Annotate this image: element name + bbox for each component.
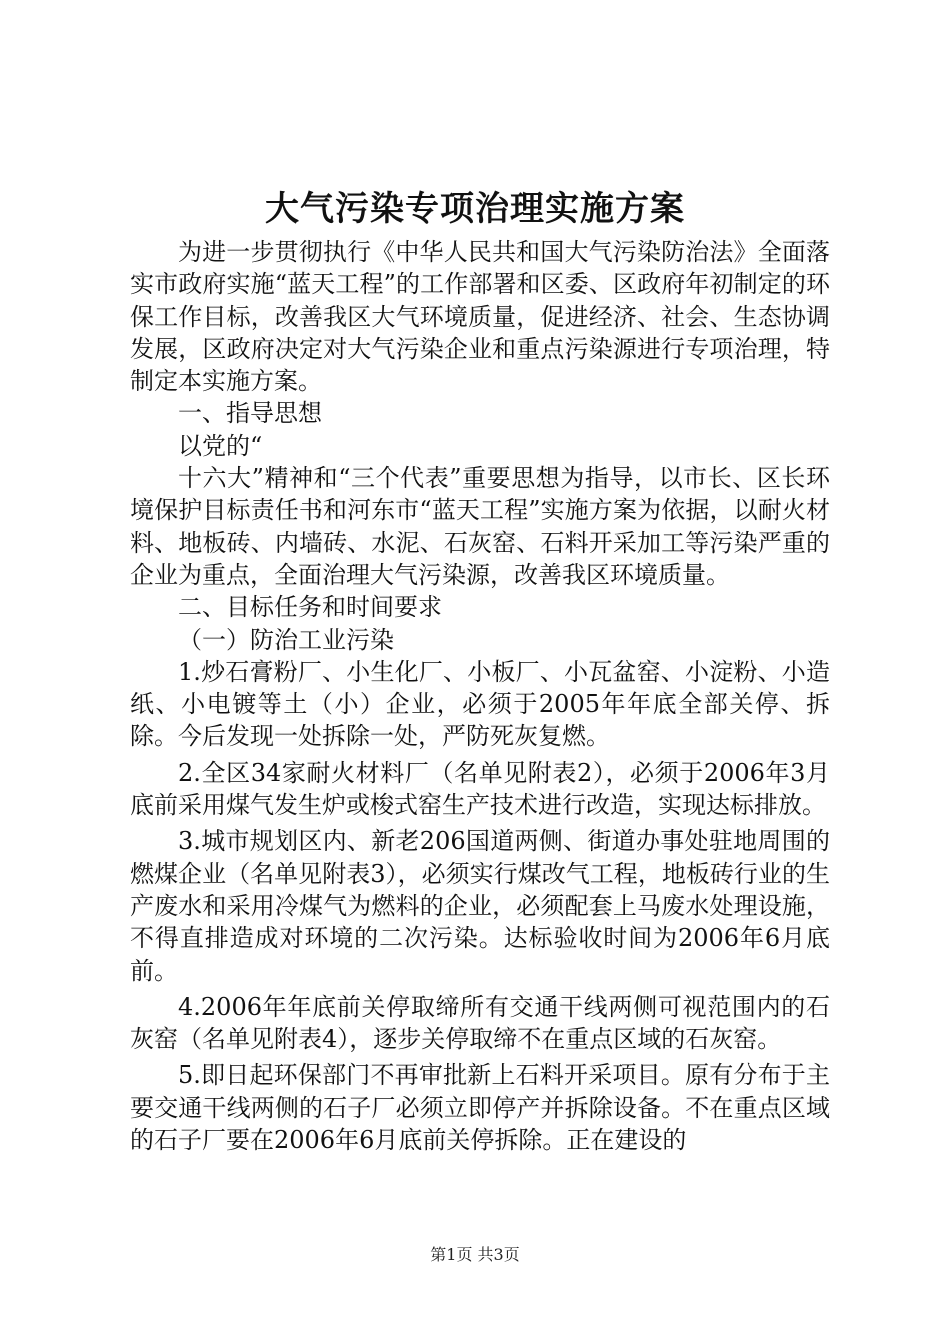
list-item-2: 2.全区34家耐火材料厂（名单见附表2），必须于2006年3月底前采用煤气发生炉或梭式窑生产技术进行改造，实现达标排放。 xyxy=(130,758,830,820)
section-heading-guiding-ideology: 一、指导思想 xyxy=(178,399,322,428)
list-item-5: 5.即日起环保部门不再审批新上石料开采项目。原有分布于主要交通干线两侧的石子厂必须立即停产并拆除设备。不在重点区域的石子厂要在2006年6月底前关停拆除。正在建设的 xyxy=(130,1061,830,1155)
document-title: 大气污染专项治理实施方案 xyxy=(265,189,685,229)
list-item-4: 4.2006年年底前关停取缔所有交通干线两侧可视范围内的石灰窑（名单见附表4），逐步关停取缔不在重点区域的石灰窑。 xyxy=(130,992,830,1054)
paragraph-party-fragment: 以党的“ xyxy=(178,431,263,460)
intro-paragraph: 为进一步贯彻执行《中华人民共和国大气污染防治法》全面落实市政府实施“蓝天工程”的工作部署和区委、区政府年初制定的环保工作目标，改善我区大气环境质量，促进经济、社会、生态协调发展，区政府决定对大气污染企业和重点污染源进行专项治理，特制定本实施方案。 xyxy=(130,238,830,396)
list-item-3: 3.城市规划区内、新老206国道两侧、街道办事处驻地周围的燃煤企业（名单见附表3），必须实行煤改气工程，地板砖行业的生产废水和采用冷煤气为燃料的企业，必须配套上马废水处理设施，不得直排造成对环境的二次污染。达标验收时间为2006年6月底前。 xyxy=(130,827,830,985)
section-heading-targets: 二、目标任务和时间要求 xyxy=(178,593,442,622)
document-body xyxy=(130,236,830,1156)
page-footer: 第1页 共3页 xyxy=(430,1245,520,1264)
subsection-heading-industrial-pollution: （一）防治工业污染 xyxy=(178,625,394,654)
paragraph-guiding-ideology: 十六大”精神和“三个代表”重要思想为指导，以市长、区长环境保护目标责任书和河东市“蓝天工程”实施方案为依据，以耐火材料、地板砖、内墙砖、水泥、石灰窑、石料开采加工等污染严重的企业为重点，全面治理大气污染源，改善我区环境质量。 xyxy=(130,464,830,589)
list-item-1: 1.炒石膏粉厂、小生化厂、小板厂、小瓦盆窑、小淀粉、小造纸、小电镀等土（小）企业，必须于2005年年底全部关停、拆除。今后发现一处拆除一处，严防死灰复燃。 xyxy=(130,657,830,751)
